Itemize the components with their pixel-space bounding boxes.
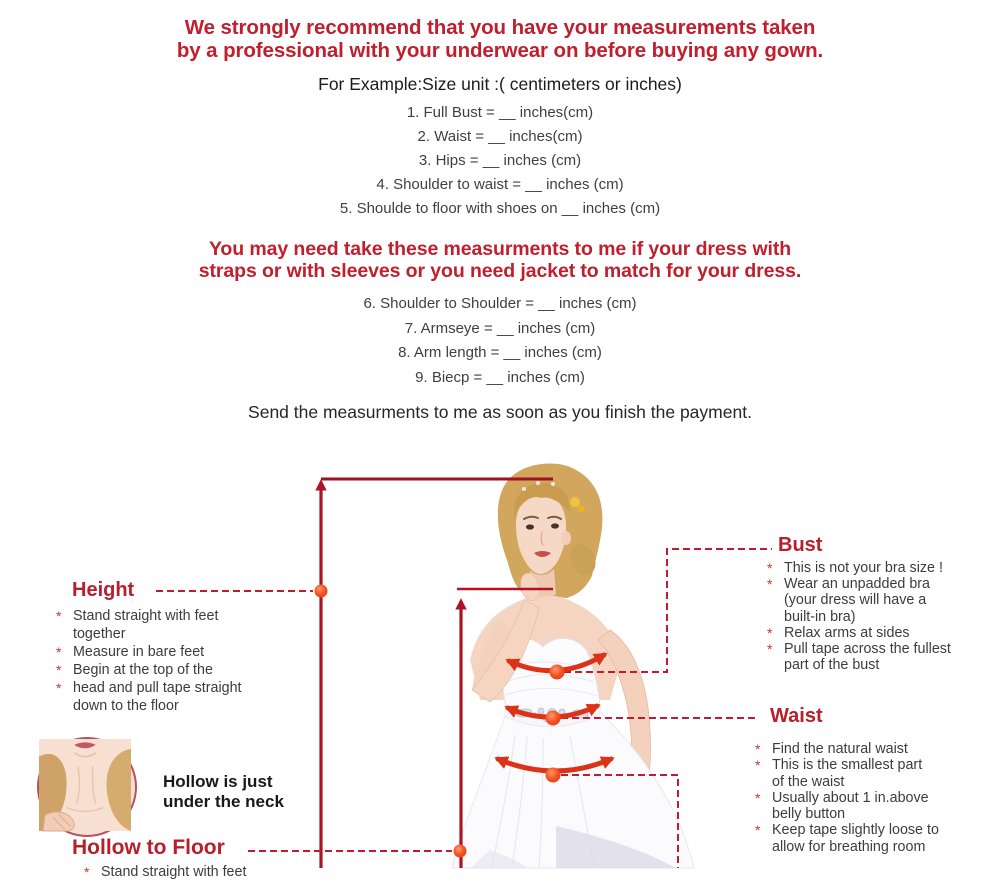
bullet-text: Wear an unpadded bra — [784, 576, 930, 593]
bullet-line — [56, 697, 336, 715]
example-size-title: For Example:Size unit :( centimeters or inches) — [318, 74, 682, 94]
bullet-text: of the waist — [772, 773, 845, 790]
asterisk-marker: * — [56, 644, 62, 660]
send-measurements-note: Send the measurments to me as soon as you finish the payment. — [248, 402, 752, 422]
hollow-to-floor-label: Hollow to Floor — [72, 836, 225, 859]
measurement-item: 5. Shoulde to floor with shoes on __ inches (cm) — [339, 200, 661, 217]
bullet-text: Find the natural waist — [772, 741, 908, 757]
bullet-line — [767, 641, 995, 657]
bullet-line — [767, 592, 995, 608]
extra-measurements-list — [0, 292, 1000, 390]
waist-bullets — [755, 741, 997, 855]
asterisk-marker — [755, 806, 772, 822]
height-label: Height — [72, 579, 135, 601]
asterisk-marker: * — [56, 662, 62, 678]
bullet-line — [755, 757, 997, 773]
measurement-item: 9. Biecp = __ inches (cm) — [415, 368, 585, 386]
measurement-item: 2. Waist = __ inches(cm) — [417, 128, 583, 145]
bust-anchor-dot — [550, 665, 565, 680]
asterisk-marker: * — [767, 624, 773, 641]
measurement-item: 6. Shoulder to Shoulder = __ inches (cm) — [363, 295, 637, 312]
bullet-text: head and pull tape straight — [73, 680, 242, 696]
asterisk-marker: * — [767, 576, 773, 593]
bullet-line — [56, 679, 336, 697]
measurement-item: 8. Arm length = __ inches (cm) — [398, 344, 602, 361]
measurement-item: 3. Hips = __ inches (cm) — [418, 152, 582, 169]
bullet-line — [755, 741, 997, 757]
bullet-line — [56, 643, 336, 661]
heading-line: straps or with sleeves or you need jacket to match for your dress. — [198, 259, 802, 282]
measurement-item: 7. Armseye = __ inches (cm) — [404, 319, 596, 337]
bullet-text: Stand straight with feet — [101, 864, 247, 880]
bullet-text: Stand straight with feet — [73, 608, 219, 624]
bullet-line — [56, 625, 336, 643]
asterisk-marker — [767, 609, 784, 625]
asterisk-marker — [767, 592, 784, 608]
asterisk-marker: * — [84, 864, 90, 880]
bullet-text: built-in bra) — [784, 608, 856, 625]
asterisk-marker: * — [56, 680, 62, 696]
asterisk-marker — [755, 774, 772, 790]
extra-warning-heading — [0, 239, 1000, 282]
measurement-item: 4. Shoulder to waist = __ inches (cm) — [376, 176, 624, 193]
bullet-line — [767, 625, 995, 641]
bullet-line — [767, 609, 995, 625]
bullet-text: This is not your bra size ! — [784, 560, 943, 576]
bullet-text: Begin at the top of the — [73, 662, 213, 678]
bullet-text: down to the floor — [73, 698, 179, 714]
bullet-line — [755, 806, 997, 822]
bullet-text: Measure in bare feet — [73, 644, 205, 660]
hollow-photo-inset — [37, 737, 137, 837]
basic-measurements-list — [0, 101, 1000, 221]
heading-line: You may need take these measurments to me if your dress with — [208, 238, 792, 260]
asterisk-marker — [767, 657, 784, 673]
hollow-floor-anchor-dot — [454, 845, 467, 858]
bullet-line — [755, 839, 997, 855]
bullet-text: (your dress will have a — [784, 592, 927, 609]
waist-callout — [755, 705, 997, 855]
bullet-line — [56, 607, 336, 625]
bust-callout — [767, 534, 995, 673]
top-warning-heading — [0, 17, 1000, 62]
bullet-line — [755, 822, 997, 838]
bullet-text: belly button — [772, 806, 846, 823]
asterisk-marker — [56, 625, 73, 643]
bullet-text: Pull tape across the fullest — [784, 641, 951, 658]
hollow-to-floor-callout — [72, 836, 372, 881]
asterisk-marker: * — [755, 757, 761, 774]
bullet-line — [767, 560, 995, 576]
bust-bullets — [767, 560, 995, 673]
asterisk-marker: * — [755, 741, 761, 757]
bullet-text: Keep tape slightly loose to — [772, 822, 939, 839]
heading-line: by a professional with your underwear on before buying any gown. — [176, 38, 824, 62]
bullet-text: allow for breathing room — [772, 838, 926, 855]
asterisk-marker: * — [767, 641, 773, 658]
asterisk-marker: * — [755, 822, 761, 839]
bullet-line — [767, 657, 995, 673]
hips-anchor-dot — [546, 768, 561, 783]
hollow-to-floor-bullets — [72, 863, 372, 881]
heading-line: We strongly recommend that you have your measurements taken — [184, 16, 816, 39]
bullet-line — [84, 863, 372, 881]
bullet-text: Relax arms at sides — [784, 624, 910, 641]
waist-anchor-dot — [546, 711, 561, 726]
bullet-line — [755, 774, 997, 790]
hollow-neck-illustration — [39, 739, 131, 831]
bullet-line — [755, 790, 997, 806]
height-bullets — [56, 607, 336, 715]
bullet-text: part of the bust — [784, 657, 880, 674]
asterisk-marker: * — [767, 560, 773, 576]
bullet-line — [56, 661, 336, 679]
asterisk-marker — [755, 839, 772, 855]
measurement-item: 1. Full Bust = __ inches(cm) — [406, 104, 594, 121]
bullet-line — [767, 576, 995, 592]
asterisk-marker — [56, 697, 73, 715]
bust-label: Bust — [778, 534, 823, 556]
bullet-text: together — [73, 626, 126, 642]
asterisk-marker: * — [755, 789, 761, 806]
waist-label: Waist — [770, 705, 823, 727]
model-ear — [561, 531, 571, 545]
hollow-note-text: Hollow is just under the neck — [163, 772, 284, 811]
bullet-text: This is the smallest part — [772, 757, 923, 774]
asterisk-marker: * — [56, 608, 62, 624]
bullet-text: Usually about 1 in.above — [772, 789, 929, 806]
height-callout — [56, 579, 336, 715]
